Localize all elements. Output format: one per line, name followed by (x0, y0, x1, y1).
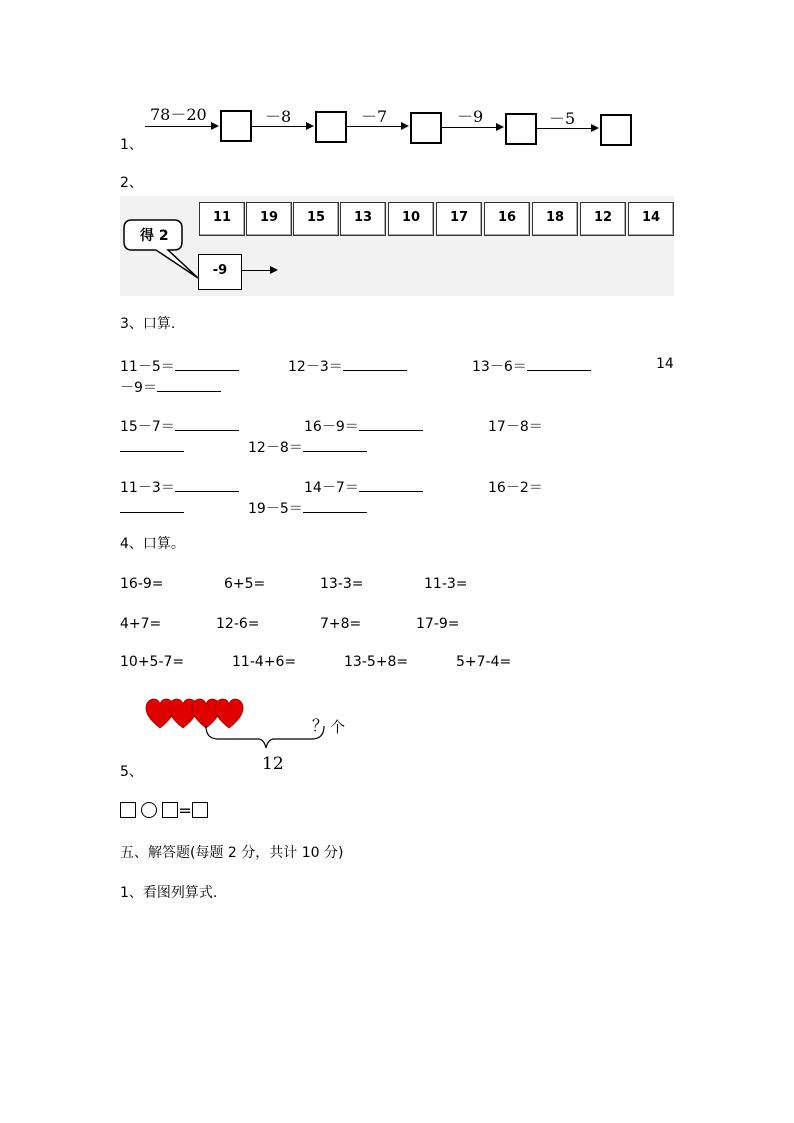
section-title: 五、解答题(每题 2 分，共计 10 分) (120, 845, 344, 861)
number-card: 17 (436, 202, 482, 236)
q2-panel (120, 196, 674, 296)
q3-item (488, 416, 543, 436)
answer-blank[interactable] (527, 356, 591, 371)
expression: 17－8＝ (488, 419, 543, 435)
section5-q1: 1、看图列算式. (120, 885, 218, 901)
answer-blank[interactable] (175, 356, 239, 371)
number-card: 15 (293, 202, 339, 236)
equals-sign: = (178, 801, 192, 820)
expression: 19－5＝ (248, 501, 303, 517)
bubble-text: 得 2 (140, 228, 169, 244)
q4-item: 7+8= (320, 616, 362, 632)
answer-box[interactable] (315, 111, 347, 143)
q1-op-4: －5 (549, 109, 576, 128)
q3-item (488, 477, 543, 497)
expression: 12－8＝ (248, 440, 303, 456)
arrowhead (591, 124, 599, 132)
q4-item: 13-5+8= (344, 654, 409, 670)
brace (206, 726, 324, 748)
speech-bubble (120, 216, 210, 280)
heart-icon (215, 699, 243, 728)
arrow (347, 126, 401, 127)
q5-number: 5、 (120, 764, 143, 780)
arrowhead (270, 266, 278, 274)
q5-question-mark: ？ (312, 716, 329, 735)
answer-box[interactable] (162, 802, 178, 818)
q5-total: 12 (262, 754, 284, 774)
arrowhead (211, 122, 219, 130)
q4-item: 12-6= (216, 616, 260, 632)
q3-item (248, 437, 367, 457)
q3-title: 3、口算. (120, 316, 176, 332)
answer-blank[interactable] (120, 437, 184, 452)
expression: 16－9＝ (304, 419, 359, 435)
q4-item: 17-9= (416, 616, 460, 632)
q3-item (120, 498, 184, 517)
arrowhead (306, 122, 314, 130)
q1-number: 1、 (120, 137, 143, 153)
answer-blank[interactable] (343, 356, 407, 371)
answer-box[interactable] (120, 802, 136, 818)
q1-op-1: －8 (265, 107, 292, 126)
operator-circle[interactable] (141, 802, 157, 818)
number-card: 12 (580, 202, 626, 236)
op-box (198, 254, 242, 290)
q3-item (120, 416, 239, 436)
number-card: 16 (484, 202, 530, 236)
answer-box[interactable] (192, 802, 208, 818)
q2-number: 2、 (120, 175, 143, 191)
q4-item: 6+5= (224, 576, 266, 592)
q3-item (120, 356, 239, 376)
expression: 13－6＝ (472, 359, 527, 375)
q4-item: 10+5-7= (120, 654, 185, 670)
q5-equation (120, 802, 208, 820)
q1-op-2: －7 (361, 107, 388, 126)
q4-item: 13-3= (320, 576, 364, 592)
q3-item (120, 437, 184, 456)
q4-title: 4、口算。 (120, 536, 185, 552)
answer-blank[interactable] (120, 498, 184, 513)
expression: 15－7＝ (120, 419, 175, 435)
q4-item: 5+7-4= (456, 654, 512, 670)
q1-start-label: 78－20 (150, 105, 207, 124)
answer-blank[interactable] (359, 477, 423, 492)
number-card: 14 (628, 202, 674, 236)
answer-blank[interactable] (359, 416, 423, 431)
q3-item-wrapped: 14 (656, 356, 674, 372)
number-card: 19 (246, 202, 292, 236)
answer-box[interactable] (505, 113, 537, 145)
q1-op-3: －9 (457, 107, 484, 126)
expression: 16－2＝ (488, 480, 543, 496)
number-card: 13 (340, 202, 386, 236)
q3-item (288, 356, 407, 376)
q4-item: 11-4+6= (232, 654, 297, 670)
arrow (537, 128, 591, 129)
arrowhead (401, 122, 409, 130)
answer-blank[interactable] (303, 498, 367, 513)
q3-item (304, 416, 423, 436)
expression: －9＝ (120, 380, 157, 396)
q5-figure (140, 692, 360, 782)
answer-box[interactable] (600, 114, 632, 146)
q4-item: 11-3= (424, 576, 468, 592)
q3-item (304, 477, 423, 497)
expression: 12－3＝ (288, 359, 343, 375)
answer-blank[interactable] (175, 416, 239, 431)
answer-blank[interactable] (157, 377, 221, 392)
q3-item (472, 356, 591, 376)
answer-box[interactable] (220, 110, 252, 142)
number-card: 10 (388, 202, 434, 236)
answer-blank[interactable] (175, 477, 239, 492)
number-card: 11 (199, 202, 245, 236)
q3-item (120, 377, 221, 397)
arrow (442, 127, 496, 128)
expression: 11－5＝ (120, 359, 175, 375)
q5-unit: 个 (330, 718, 346, 736)
arrowhead (496, 123, 504, 131)
arrow (242, 270, 270, 271)
number-card: 18 (532, 202, 578, 236)
arrow (252, 126, 306, 127)
op-box-label: -9 (212, 263, 228, 278)
q3-item (248, 498, 367, 518)
arrow (145, 126, 211, 127)
answer-blank[interactable] (303, 437, 367, 452)
q4-item: 4+7= (120, 616, 162, 632)
answer-box[interactable] (410, 112, 442, 144)
q4-item: 16-9= (120, 576, 164, 592)
expression: 14－7＝ (304, 480, 359, 496)
expression: 11－3＝ (120, 480, 175, 496)
q3-item (120, 477, 239, 497)
